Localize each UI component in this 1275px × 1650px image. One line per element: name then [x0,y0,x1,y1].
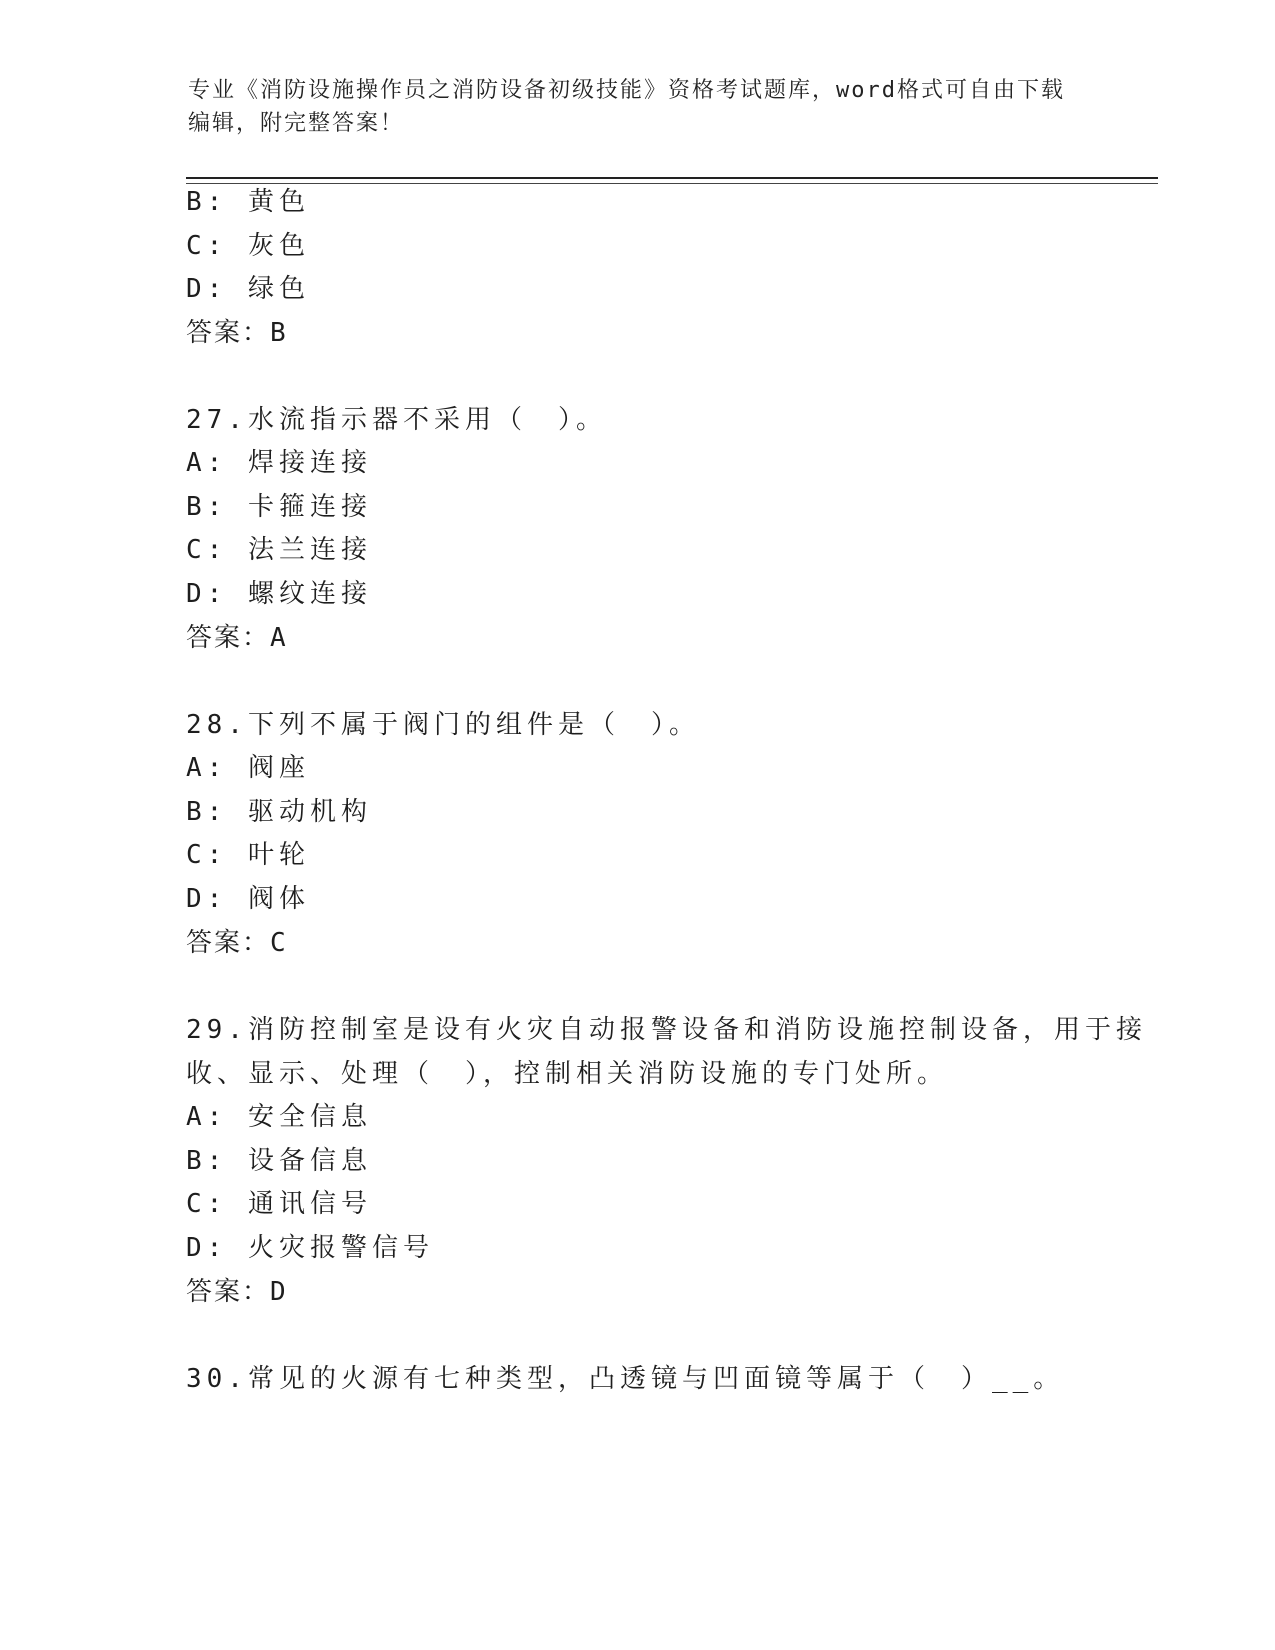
option-c: C: 通讯信号 [186,1189,372,1219]
answer-value: B [270,318,288,348]
option-d: D: 螺纹连接 [186,579,372,609]
answer-line [186,927,288,959]
option-b: B: 卡箍连接 [186,492,372,522]
answer-line [186,1276,288,1308]
question-stem-line-2: 收、显示、处理（ ），控制相关消防设施的专门处所。 [186,1059,949,1089]
answer-line [186,622,288,654]
option-c: C: 灰色 [186,231,310,261]
option-a: A: 焊接连接 [186,448,372,478]
option-a: A: 阀座 [186,753,310,783]
option-b: B: 驱动机构 [186,797,372,827]
question-stem: 28.下列不属于阀门的组件是（ ）。 [186,710,700,740]
option-d: D: 绿色 [186,274,310,304]
header-divider-thick [186,177,1158,179]
question-stem: 27.水流指示器不采用（ ）。 [186,405,607,435]
answer-label: 答案： [186,1277,271,1307]
option-b: B: 设备信息 [186,1146,372,1176]
document-header: 专业《消防设施操作员之消防设备初级技能》资格考试题库，word格式可自由下载编辑，附完整答案！ [188,78,1065,136]
option-d: D: 火灾报警信号 [186,1233,434,1263]
answer-value: D [270,1277,288,1307]
answer-line [186,317,288,349]
option-d: D: 阀体 [186,884,310,914]
answer-label: 答案： [186,928,271,958]
option-c: C: 叶轮 [186,840,310,870]
option-b: B: 黄色 [186,187,310,217]
answer-value: C [270,928,288,958]
option-a: A: 安全信息 [186,1102,372,1132]
answer-label: 答案： [186,318,271,348]
answer-value: A [270,623,288,653]
question-stem: 30.常见的火源有七种类型，凸透镜与凹面镜等属于（ ）__。 [186,1364,1065,1394]
option-c: C: 法兰连接 [186,535,372,565]
question-stem-line-1: 29.消防控制室是设有火灾自动报警设备和消防设施控制设备，用于接 [186,1015,1147,1045]
answer-label: 答案： [186,623,271,653]
header-divider-thin [186,183,1158,184]
